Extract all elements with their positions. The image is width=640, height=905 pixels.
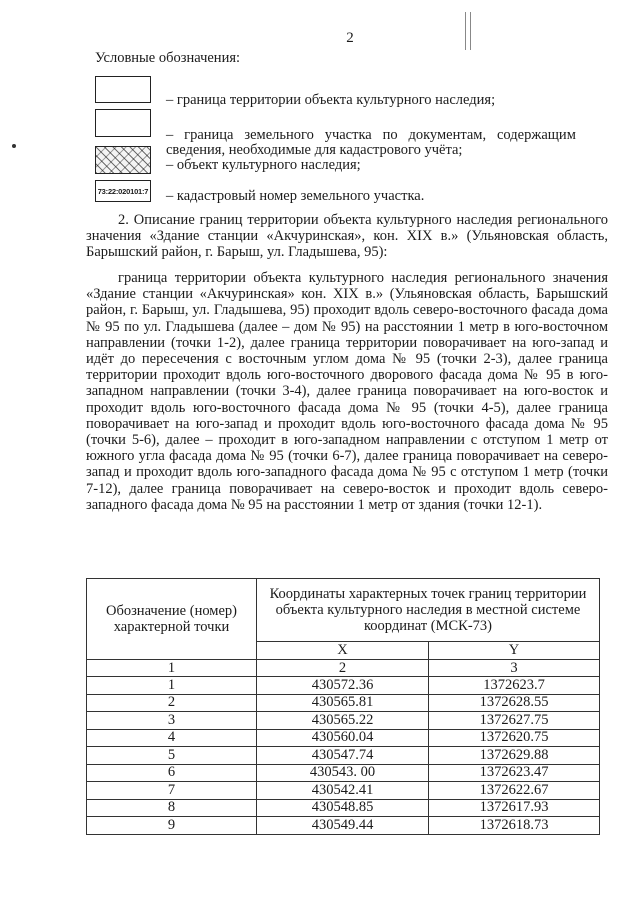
table-row bbox=[87, 712, 600, 730]
y-coordinate-cell: 1372627.75 bbox=[429, 712, 600, 730]
point-number-cell: 3 bbox=[87, 712, 257, 730]
table-row bbox=[87, 817, 600, 835]
table-row bbox=[87, 729, 600, 747]
x-coordinate-cell: 430542.41 bbox=[257, 782, 429, 800]
page-number: 2 bbox=[346, 30, 354, 46]
legend-text-heritage-object: – объект культурного наследия; bbox=[166, 157, 361, 173]
x-column-header: X bbox=[257, 642, 429, 660]
x-coordinate-cell: 430549.44 bbox=[257, 817, 429, 835]
y-coordinate-cell: 1372622.67 bbox=[429, 782, 600, 800]
legend-symbol-cadastral-number: 73:22:020101:7 bbox=[95, 180, 151, 202]
point-number-cell: 9 bbox=[87, 817, 257, 835]
point-number-cell: 7 bbox=[87, 782, 257, 800]
y-coordinate-cell: 1372629.88 bbox=[429, 747, 600, 765]
section-intro-paragraph: 2. Описание границ территории объекта культурного наследия регионального значения «Здание станции «Акчуринская», кон. XIX в.» (Ульяновская область, Барышский район, г. Барыш, ул. Гладышева, 95): bbox=[86, 212, 608, 261]
legend-text-land-plot-boundary-line2: сведения, необходимые для кадастрового учёта; bbox=[166, 142, 463, 158]
point-number-cell: 5 bbox=[87, 747, 257, 765]
column-number: 2 bbox=[257, 660, 429, 677]
legend-symbol-land-plot-boundary bbox=[95, 109, 151, 137]
y-coordinate-cell: 1372618.73 bbox=[429, 817, 600, 835]
section-body-paragraph: граница территории объекта культурного наследия регионального значения «Здание станции «Акчуринская» кон. XIX в.» (Ульяновская область, Барышский район, г. Барыш, ул. Гладышева, 95) проходит вдоль северо-восточного фасада дома № 95 по ул. Гладышева (далее – дом № 95) на расстоянии 1 метр в юго-восточном направлении (точки 1-2), далее граница территории поворачивает на юго-запад и идёт до пересечения с восточным углом дома № 95 (точки 2-3), далее граница территории проходит вдоль юго-восточного дворового фасада дома № 95 в юго-западном направлении (точки 3-4), далее граница поворачивает на юго-восток и проходит вдоль юго-восточного фасада дома № 95 (точки 4-5), далее граница поворачивает на юго-запад и проходит вдоль юго-восточного фасада дома № 95 (точки 5-6), далее – проходит в юго-западном направлении с отступом 1 метр от южного угла фасада дома № 95 (точки 6-7), далее граница поворачивает на северо-запад и проходит вдоль юго-западного фасада дома № 95 с отступом 1 метр (точки 7-12), далее граница поворачивает на северо-восток и проходит вдоль северо-западного фасада дома № 95 на расстоянии 1 метр от здания (точки 12-1). bbox=[86, 270, 608, 513]
x-coordinate-cell: 430547.74 bbox=[257, 747, 429, 765]
x-coordinate-cell: 430560.04 bbox=[257, 729, 429, 747]
column-number: 3 bbox=[429, 660, 600, 677]
point-designation-header: Обозначение (номер) характерной точки bbox=[87, 579, 257, 660]
legend-heading: Условные обозначения: bbox=[95, 50, 241, 66]
point-number-cell: 8 bbox=[87, 799, 257, 817]
y-coordinate-cell: 1372620.75 bbox=[429, 729, 600, 747]
coordinates-table bbox=[86, 578, 600, 835]
table-row bbox=[87, 694, 600, 712]
coordinates-group-header: Координаты характерных точек границ территории объекта культурного наследия в местной системе координат (МСК-73) bbox=[257, 579, 600, 642]
table-row bbox=[87, 764, 600, 782]
x-coordinate-cell: 430548.85 bbox=[257, 799, 429, 817]
legend-text-heritage-boundary: – граница территории объекта культурного наследия; bbox=[166, 92, 496, 108]
table-row bbox=[87, 782, 600, 800]
table-row bbox=[87, 799, 600, 817]
y-coordinate-cell: 1372623.7 bbox=[429, 677, 600, 695]
scan-artifact-dot bbox=[12, 144, 16, 148]
legend-symbol-heritage-object bbox=[95, 146, 151, 174]
x-coordinate-cell: 430572.36 bbox=[257, 677, 429, 695]
point-number-cell: 1 bbox=[87, 677, 257, 695]
x-coordinate-cell: 430543. 00 bbox=[257, 764, 429, 782]
y-coordinate-cell: 1372617.93 bbox=[429, 799, 600, 817]
legend-symbol-heritage-boundary bbox=[95, 76, 151, 103]
point-number-cell: 2 bbox=[87, 694, 257, 712]
legend-text-land-plot-boundary-line1: – граница земельного участка по документам, содержащим bbox=[166, 127, 576, 143]
point-number-cell: 4 bbox=[87, 729, 257, 747]
y-coordinate-cell: 1372628.55 bbox=[429, 694, 600, 712]
point-number-cell: 6 bbox=[87, 764, 257, 782]
column-number: 1 bbox=[87, 660, 257, 677]
y-coordinate-cell: 1372623.47 bbox=[429, 764, 600, 782]
table-row bbox=[87, 747, 600, 765]
column-number-row bbox=[87, 660, 600, 677]
x-coordinate-cell: 430565.81 bbox=[257, 694, 429, 712]
table-row bbox=[87, 677, 600, 695]
x-coordinate-cell: 430565.22 bbox=[257, 712, 429, 730]
legend-text-cadastral-number: – кадастровый номер земельного участка. bbox=[166, 188, 425, 204]
y-column-header: Y bbox=[429, 642, 600, 660]
